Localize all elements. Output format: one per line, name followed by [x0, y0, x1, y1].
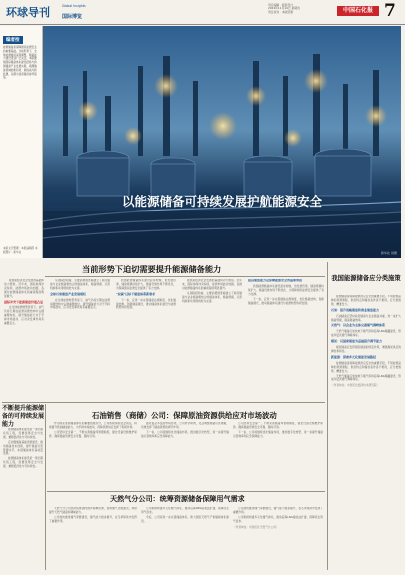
mid-column-1: 作为国家原油储备体系的重要组成部分，公司积极承担社会责任，持续提升原油储备能力，为平抑市场波动、保障资源供应发挥了积极作用。 公司坚持安全第一，不断完善储备库管理制度，强化设备设施维护保养，确保储备资源安全可靠、随时可用。	[49, 422, 137, 438]
editorial-note	[0, 26, 43, 258]
editorial-byline: 本版文字整理：本报编辑部 本版图片：新华社	[3, 247, 38, 254]
main-headline: 当前形势下迫切需要提升能源储备能力	[82, 264, 222, 274]
meta-line: 责任校对 · 本版统筹	[268, 9, 294, 14]
mid-headline: 石油销售（商储）公司：保障原油资源供给应对市场波动	[92, 411, 277, 420]
refinery-photo-illustration	[43, 26, 401, 258]
main-column-1: 能源是经济社会发展的基础和动力源泉。近年来，国际地缘冲突持续，能源市场波动加剧，各国对能源储备体系的重视程度明显提升。 国际冲突下能源储备价值凸显 在全球能源转型背景下，油气仍将长期在能源消费结构中占据重要地位，提升储备能力对于平抑市场波动、应对突发事件具有重要意义。	[4, 279, 44, 326]
bottom-column-2: 公司积极构建多元化储气体系，推动沿海LNG接收站扩建，保障民生用气需求。 今后，公司将进一步完善储备体系，助力国家天然气产供储销体系建设。	[141, 507, 229, 523]
masthead	[0, 0, 405, 25]
side-subhead: 石油：提升战略储备和商业储备能力	[331, 307, 380, 312]
page-meta	[268, 4, 336, 14]
meta-line: 责任编辑 · 版面设计	[268, 3, 294, 7]
side-column: 能源储备是保障能源供应安全的重要手段。不同能源品种的资源禀赋、供需特点和储存条件各不相同，应分类施策、精准发力。 石油：提升战略储备和商业储备能力 石油储备应坚持政府储备与企业储备并重，进一步扩大储备规模，提高储备效率。 天然气：以企业为主体完善储气调峰体系 天然气储备应加快地下储气库和沿海LNG储罐建设，形成多层次储气调峰体系。 煤炭：以国家储备为基础提升调节能力 煤炭储备应发挥国家储备的兜底作用，增强煤炭供应的弹性和韧性。 新能源：探索多元化储能发展路径 能源储备是保障能源供应安全的重要手段。不同能源品种的资源禀赋、供需特点和储存条件各不相同，应分类施策、精准发力。 天然气储备应加快地下储气库和沿海LNG储罐建设，形成多层次储气调峰体系。 （作者单位：中国石化经济技术研究院）	[331, 295, 401, 388]
main-subhead: 全球石油储备产业发展现状	[50, 291, 87, 296]
editorial-heading: 编者按	[3, 36, 23, 44]
bottom-footnote: （作者单位：中国石化天然气分公司）	[233, 524, 279, 529]
main-column-2: 从国际经验看，主要消费国普遍建立了政府储备与企业储备相结合的储备体系，储备规模、运营机制和动用规则较为完善。 全球石油储备产业发展现状 在全球能源转型背景下，油气仍将长期在能源消费结构中占据重要地位，提升储备能力对于平抑市场波动、应对突发事件具有重要意义。	[50, 279, 110, 310]
side-subhead: 新能源：探索多元化储能发展路径	[331, 354, 377, 359]
hero-title: 以能源储备可持续发展护航能源安全	[121, 194, 322, 209]
section-title-en: Global Insights	[62, 4, 86, 8]
hero-credit: 新华社 供图	[381, 251, 397, 255]
paper-logo: 中国石化报	[337, 6, 379, 16]
side-headline: 我国能源储备应分类施策	[331, 275, 401, 282]
hero-photo	[43, 26, 401, 258]
main-column-3: 我国能源储备体系建设起步较晚，但发展迅速，储备规模持续扩大，储备设施布局不断优化，为保障国家能源安全提供了有力支撑。 "双碳"目标下储备体系新要求 下一步，应进一步完善储备法规制度，优化储备结构，创新储备模式，推动储备体系建设与能源转型协同发展。	[116, 279, 176, 310]
main-column-5: 提高储备能力是保障能源安全的重要举措 我国能源储备体系建设起步较晚，但发展迅速，储备规模持续扩大，储备设施布局不断优化，为保障国家能源安全提供了有力支撑。 下一步，应进一步完善储备法规制度，优化储备结构，创新储备模式，推动储备体系建设与能源转型协同发展。	[248, 279, 324, 305]
divider	[47, 491, 325, 492]
side-subhead: 天然气：以企业为主体完善储气调峰体系	[331, 323, 386, 328]
side-footnote: （作者单位：中国石化经济技术研究院）	[331, 383, 380, 388]
editorial-body: 能源储备是保障国家能源安全的重要基础。当前形势下，全球能源格局深刻调整，储备能力建设受到广泛关注。本版聚焦国际储备体系建设经验与我国储备产业发展实践，梳理储备领域的新趋势、新挑战与新机遇，以期为读者提供参考借鉴。	[3, 46, 37, 80]
bottom-column-3: 公司加快推进储气库群建设，储气能力稳步提升，在冬季保供中发挥了重要作用。 公司积极构建多元化储气体系，推动沿海LNG接收站扩建，保障民生用气需求。 （作者单位：中国石化天然气分公司）	[233, 507, 323, 529]
mid-column-3: 公司坚持安全第一，不断完善储备库管理制度，强化设备设施维护保养，确保储备资源安全可靠、随时可用。 下一步，公司将继续优化储备布局，推进数字化转型，进一步提升储备运营效率和应急保障能力。	[233, 422, 323, 438]
meta-line: 2024年11月14日 星期四	[268, 6, 300, 11]
mid-column-2: 面对复杂多变的市场形势，公司科学研判，灵活调整储备运营策略，有效发挥了储备资源的调节作用。 下一步，公司将继续优化储备布局，推进数字化转型，进一步提升储备运营效率和应急保障能力。	[141, 422, 229, 438]
main-subhead: "双碳"目标下储备体系新要求	[116, 291, 156, 296]
main-subhead: 提高储备能力是保障能源安全的重要举措	[248, 279, 303, 282]
bottom-headline: 天然气分公司：统筹资源储备保障用气需求	[110, 494, 245, 503]
bottom-column-1: 天然气分公司坚持统筹国内国外两种资源，加快储气设施建设，持续提升天然气储备和调峰能力。 公司加快推进储气库群建设，储气能力稳步提升，在冬季保供中发挥了重要作用。	[49, 507, 137, 523]
main-subhead: 国际冲突下能源储备价值凸显	[4, 299, 44, 304]
main-column-4: 能源是经济社会发展的基础和动力源泉。近年来，国际地缘冲突持续，能源市场波动加剧，各国对能源储备体系的重视程度明显提升。 从国际经验看，主要消费国普遍建立了政府储备与企业储备相结合的储备体系，储备规模、运营机制和动用规则较为完善。	[182, 279, 242, 303]
page-number: 7	[384, 1, 396, 21]
left-headline: 不断提升能源储备的可持续发展能力	[2, 405, 45, 428]
side-subhead: 煤炭：以国家储备为基础提升调节能力	[331, 339, 383, 344]
divider	[2, 402, 325, 403]
section-subtitle: 国际博览	[62, 14, 83, 20]
left-column: 能源储备体系建设是一项长期系统工程，需要统筹安全与发展，兼顾经济性与可持续性。 应加强储备基础设施建设，推动储备技术创新，提升储备运营管理水平，实现储备体系高质量发展。 能源储备体系建设是一项长期系统工程，需要统筹安全与发展，兼顾经济性与可持续性。	[3, 428, 43, 469]
column-divider	[327, 262, 328, 570]
section-title: 环球导刊	[6, 6, 50, 19]
divider	[45, 276, 325, 277]
column-divider	[45, 404, 46, 570]
